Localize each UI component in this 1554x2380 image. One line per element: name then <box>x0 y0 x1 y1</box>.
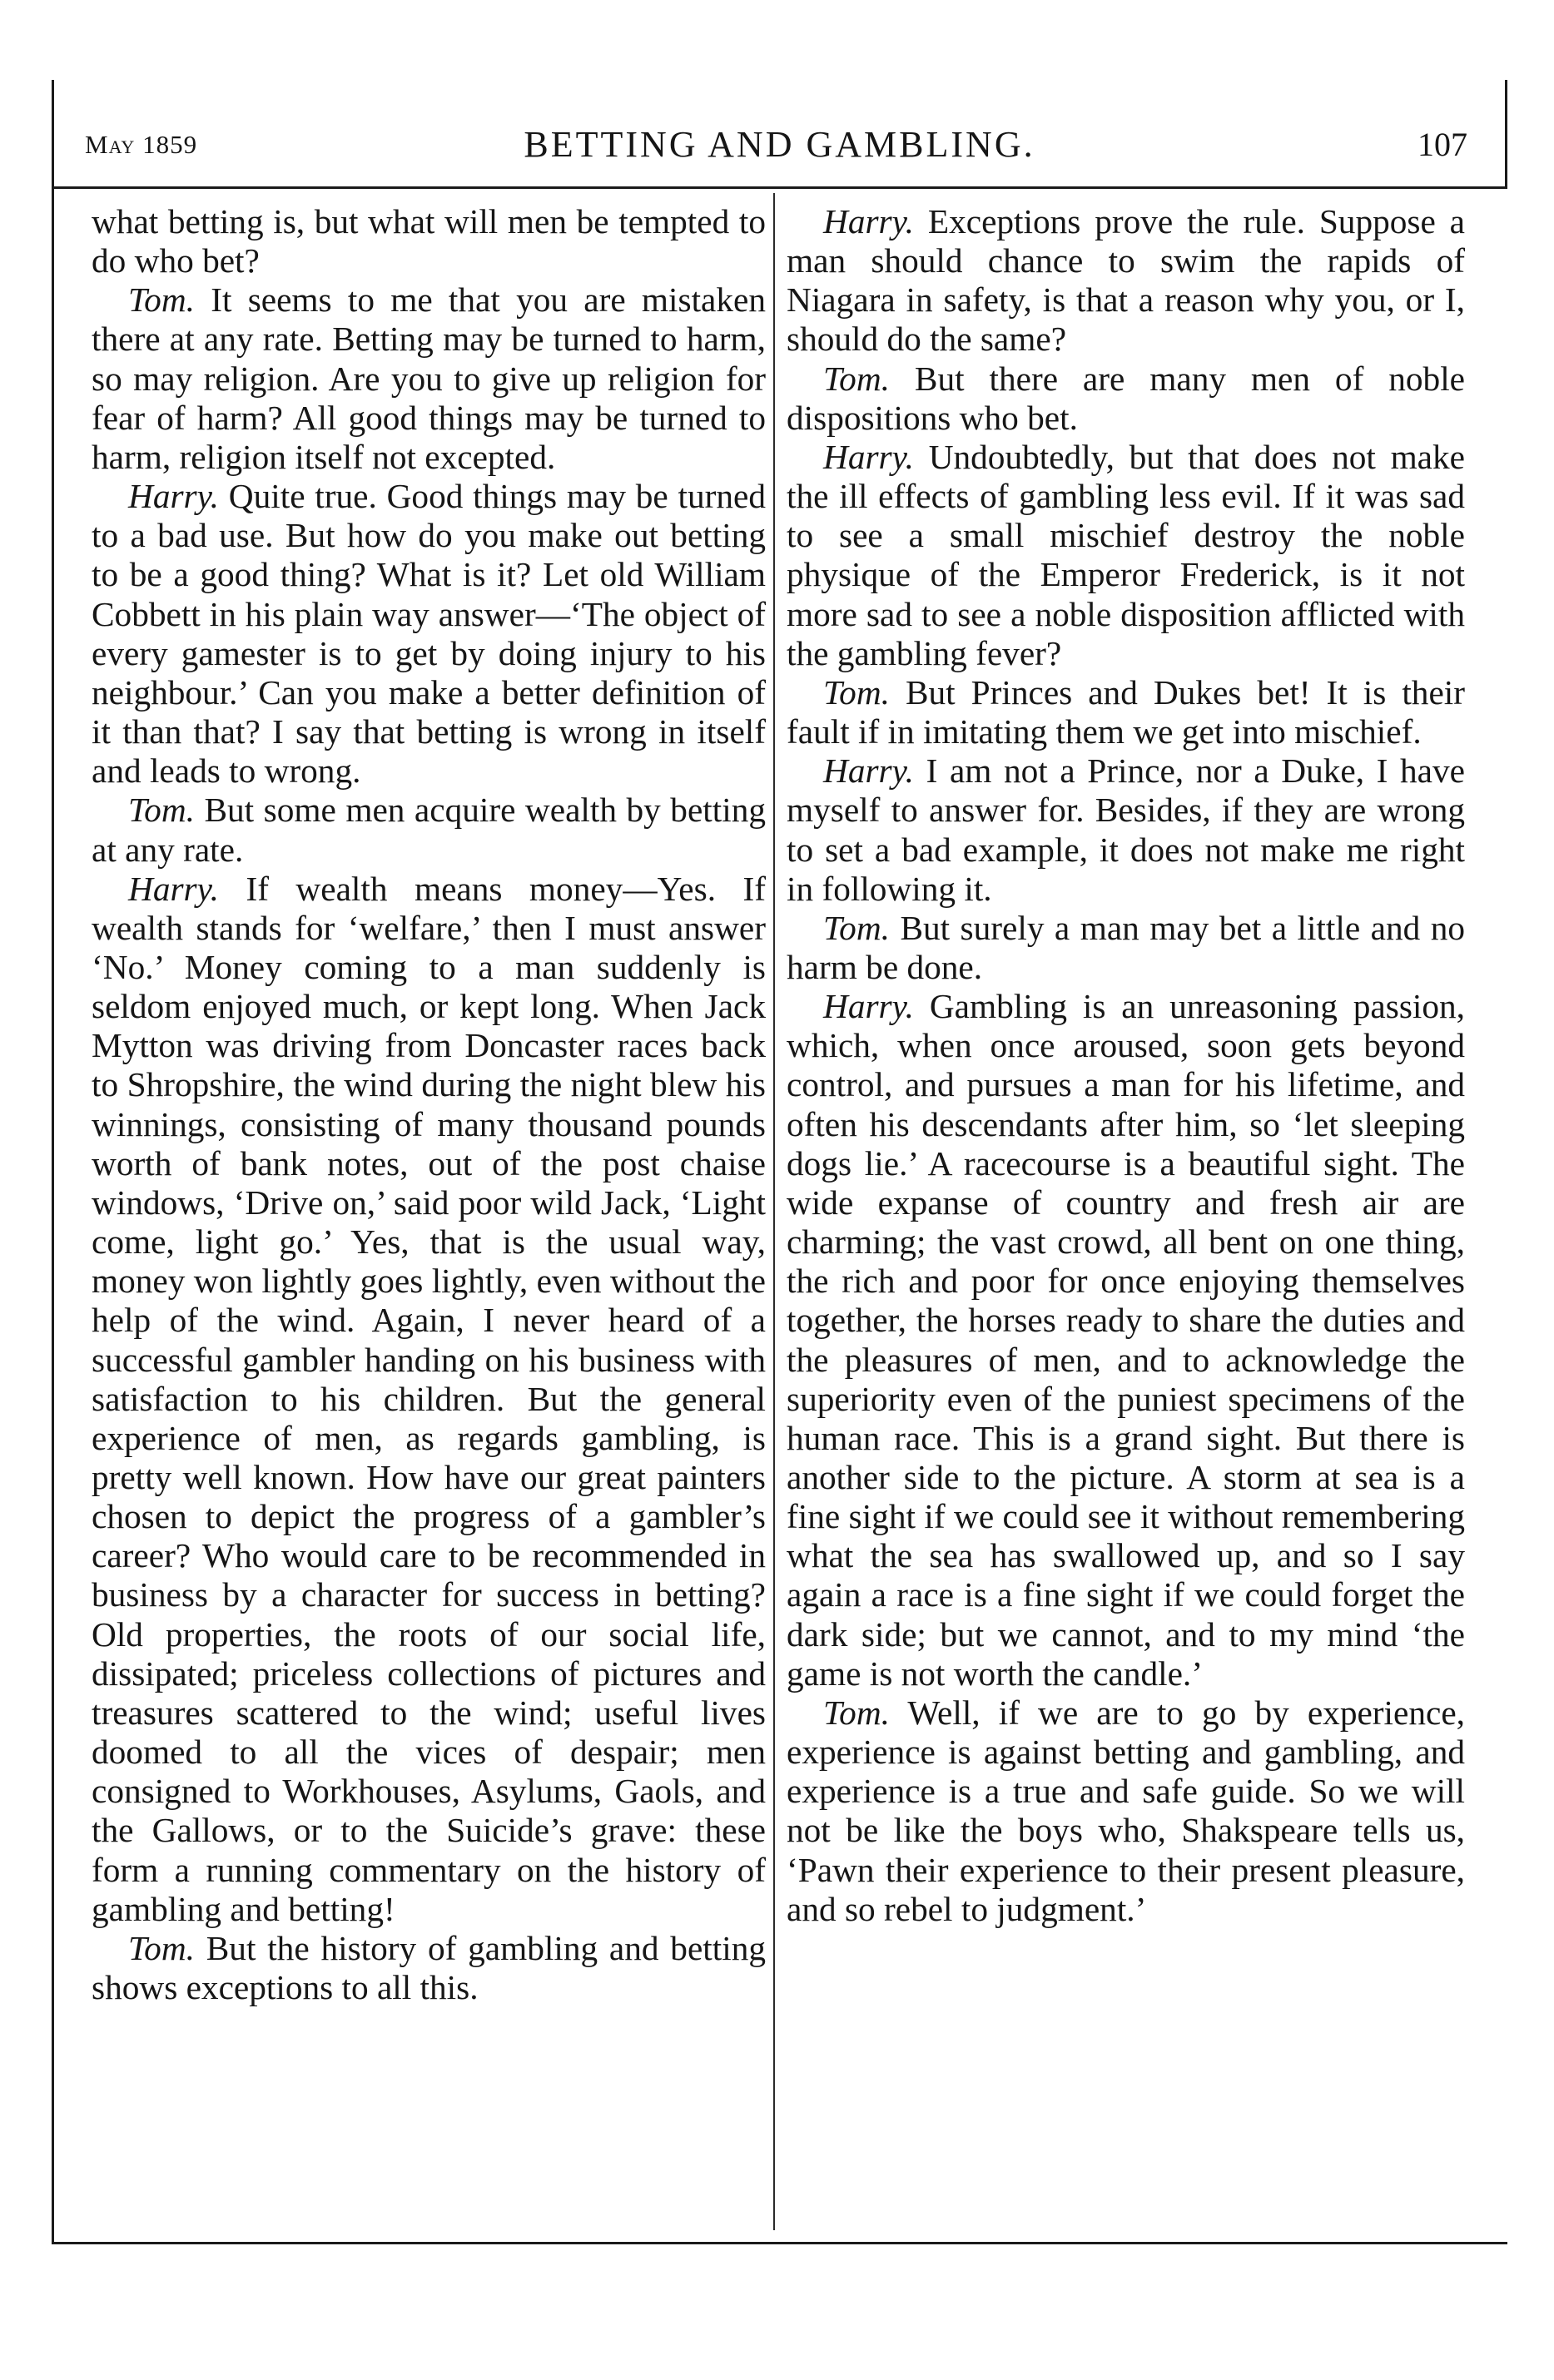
paragraph-text: But surely a man may bet a little and no harm be done. <box>787 908 1465 986</box>
paragraph-text: But Princes and Dukes bet! It is their fault if in imitating them we get into mischief. <box>787 672 1465 751</box>
paragraph <box>787 359 1465 438</box>
paragraph-text: But there are many men of noble dispositions who bet. <box>787 359 1465 437</box>
paragraph-text: But some men acquire wealth by betting at any rate. <box>92 791 766 869</box>
paragraph <box>92 202 766 280</box>
paragraph <box>787 202 1465 359</box>
paragraph <box>92 870 766 1929</box>
speaker: Tom. <box>823 1693 890 1732</box>
speaker: Harry. <box>823 202 914 240</box>
speaker: Tom. <box>823 672 890 712</box>
speaker: Harry. <box>128 477 219 516</box>
speaker: Harry. <box>823 437 914 476</box>
paragraph <box>787 751 1465 909</box>
issue-date: May 1859 <box>85 130 198 159</box>
speaker: Tom. <box>823 908 890 947</box>
paragraph <box>787 909 1465 987</box>
speaker: Tom. <box>128 791 195 830</box>
paragraph <box>92 477 766 791</box>
paragraph-text: Quite true. Good things may be turned to a bad use. But how do you make out betting to be a good thing? What is it? Let old William Cobbett in his plain way answer—‘The object of every gamester is to get by doing injury to his neighbour.’ Can you make a better definition of it than that? I say that betting is wrong in itself and leads to wrong. <box>92 477 766 791</box>
paragraph-text: Exceptions prove the rule. Suppose a man should chance to swim the rapids of Niagara in safety, is that a reason why you, or I, should do the same? <box>787 202 1465 359</box>
page-number: 107 <box>1417 126 1467 163</box>
paragraph-text: Well, if we are to go by experience, experience is against betting and gambling, and experience is a true and safe guide. So we will not be like the boys who, Shakspeare tells us, ‘Pawn their experience to their present pleasure, and so rebel to judgment.’ <box>787 1693 1465 1928</box>
speaker: Tom. <box>823 359 890 398</box>
paragraph-text: It seems to me that you are mistaken there at any rate. Betting may be turned to harm, so may religion. Are you to give up religion for fear of harm? All good things may be turned to harm, religion itself not excepted. <box>92 280 767 476</box>
paragraph <box>92 1929 766 2007</box>
page-title: BETTING AND GAMBLING. <box>524 124 1035 165</box>
paragraph-text: Undoubtedly, but that does not make the ill effects of gambling less evil. If it was sad to see a small mischief destroy the noble physique of the Emperor Frederick, is it not more sad to see a noble disposition afflicted with the gambling fever? <box>787 437 1465 672</box>
speaker: Harry. <box>128 869 219 908</box>
paragraph <box>787 673 1465 751</box>
right-column <box>787 202 1465 1929</box>
speaker: Harry. <box>823 751 914 791</box>
paragraph-text: Gambling is an unreasoning passion, which, when once aroused, soon gets beyond control, and pursues a man for his lifetime, and often his descendants after him, so ‘let sleeping dogs lie.’ A racecourse is a beautiful sight. The wide expanse of country and fresh air are charming; the vast crowd, all bent on one thing, the rich and poor for once enjoying themselves together, the horses ready to share the duties and the pleasures of men, and to acknowledge the superiority even of the puniest specimens of the human race. This is a grand sight. But there is another side to the picture. A storm at sea is a fine sight if we could see it without remembering what the sea has swallowed up, and so I say again a race is a fine sight if we could forget the dark side; but we cannot, and to my mind ‘the game is not worth the candle.’ <box>787 987 1465 1693</box>
paragraph <box>92 280 766 477</box>
paragraph-text: what betting is, but what will men be tempted to do who bet? <box>92 202 766 280</box>
speaker: Tom. <box>128 1928 195 1967</box>
paragraph-text: If wealth means money—Yes. If wealth stands for ‘welfare,’ then I must answer ‘No.’ Money coming to a man suddenly is seldom enjoyed much, or kept long. When Jack Mytton was driving from Doncaster races back to Shropshire, the wind during the night blew his winnings, consisting of many thousand pounds worth of bank notes, out of the post chaise windows, ‘Drive on,’ said poor wild Jack, ‘Light come, light go.’ Yes, that is the usual way, money won lightly goes lightly, even without the help of the wind. Again, I never heard of a successful gambler handing on his business with satisfaction to his children. But the general experience of men, as regards gambling, is pretty well known. How have our great painters chosen to depict the progress of a gambler’s career? Who would care to be recommended in business by a character for success in betting? Old properties, the roots of our social life, dissipated; priceless collections of pictures and treasures scattered to the wind; useful lives doomed to all the vices of despair; men consigned to Workhouses, Asylums, Gaols, and the Gallows, or to the Suicide’s grave: these form a running commentary on the history of gambling and betting! <box>92 869 766 1928</box>
speaker: Tom. <box>128 280 195 320</box>
running-header <box>52 108 1507 188</box>
left-column <box>92 202 766 2007</box>
speaker: Harry. <box>823 987 914 1026</box>
paragraph <box>92 791 766 869</box>
paragraph-text: But the history of gambling and betting shows exceptions to all this. <box>92 1928 766 2007</box>
paragraph <box>787 1693 1465 1929</box>
paragraph-text: I am not a Prince, nor a Duke, I have myself to answer for. Besides, if they are wrong to set a bad example, it does not make me right in following it. <box>787 751 1465 908</box>
column-divider <box>773 193 775 2230</box>
paragraph <box>787 987 1465 1693</box>
page-frame-left-rule <box>52 80 54 2242</box>
paragraph <box>787 438 1465 673</box>
header-rule <box>52 186 1507 189</box>
bottom-rule <box>52 2242 1507 2244</box>
